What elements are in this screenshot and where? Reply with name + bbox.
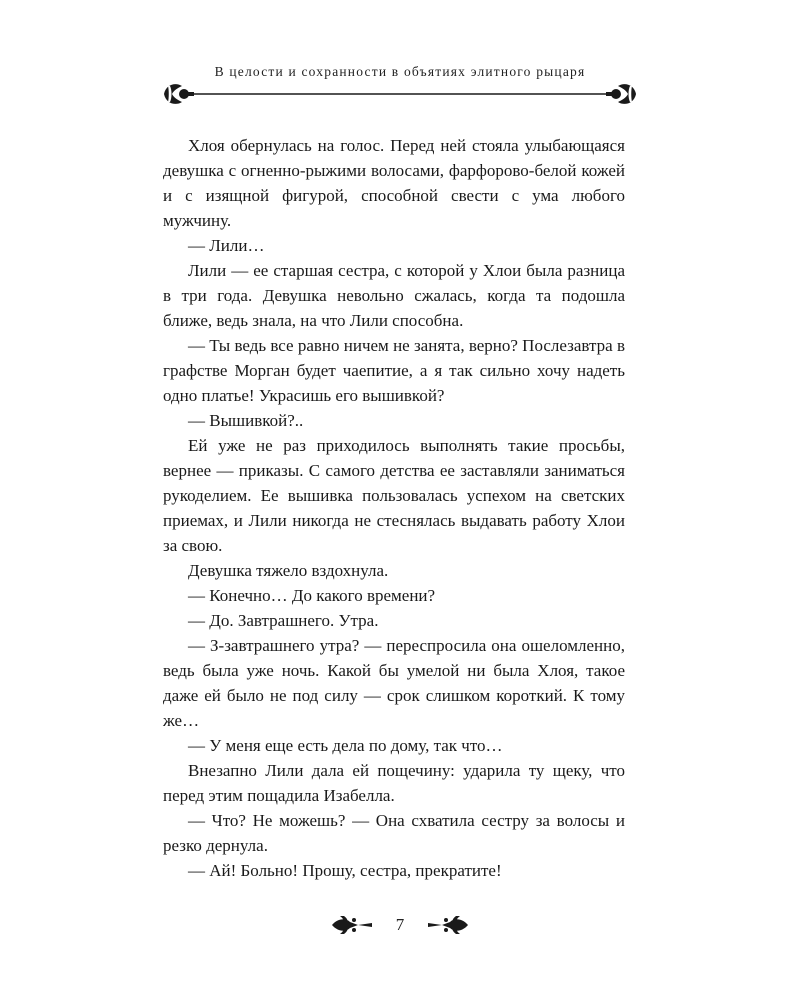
paragraph: — До. Завтрашнего. Утра. xyxy=(188,611,379,630)
paragraph: Внезапно Лили дала ей пощечину: ударила ту щеку, что перед этим пощадила Изабелла. xyxy=(163,761,625,805)
paragraph: — У меня еще есть дела по дому, так что… xyxy=(188,736,503,755)
left-corner-ornament-icon xyxy=(164,84,194,104)
right-corner-ornament-icon xyxy=(606,84,636,104)
paragraph: — Что? Не можешь? — Она схватила сестру за волосы и резко дернула. xyxy=(163,811,625,855)
paragraph: Хлоя обернулась на голос. Перед ней стояла улыбающаяся девушка с огненно-рыжими волосами, фарфорово-белой кожей и с изящной фигурой, способной свести с ума любого мужчину. xyxy=(163,136,625,230)
paragraph: — Конечно… До какого времени? xyxy=(188,586,436,605)
page-number: 7 xyxy=(395,915,405,934)
paragraph: — Вышивкой?.. xyxy=(188,411,304,430)
running-header-title: В целости и сохранности в объятиях элитного рыцаря xyxy=(214,64,586,79)
header-ornament-rule xyxy=(160,80,640,108)
paragraph: Лили — ее старшая сестра, с которой у Хлои была разница в три года. Девушка невольно сжалась, когда та подошла ближе, ведь знала, на что Лили способна. xyxy=(163,261,625,330)
paragraph: — Ты ведь все равно ничем не занята, верно? Послезавтра в графстве Морган будет чаепитие, а я так сильно хочу надеть одно платье! Украсишь его вышивкой? xyxy=(163,336,625,405)
chapter-text xyxy=(163,133,625,883)
paragraph: Девушка тяжело вздохнула. xyxy=(188,561,389,580)
paragraph: Ей уже не раз приходилось выполнять такие просьбы, вернее — приказы. С самого детства ее заставляли заниматься рукоделием. Ее вышивка пользовалась успехом на светских приемах, и Лили никогда не стеснялась выдавать работу Хлои за свою. xyxy=(163,436,625,555)
paragraph: — З-завтрашнего утра? — переспросила она ошеломленно, ведь была уже ночь. Какой бы умелой ни была Хлоя, такое даже ей было не под силу — срок слишком короткий. К тому же… xyxy=(163,636,625,730)
paragraph: — Лили… xyxy=(188,236,265,255)
paragraph: — Ай! Больно! Прошу, сестра, прекратите! xyxy=(188,861,502,880)
